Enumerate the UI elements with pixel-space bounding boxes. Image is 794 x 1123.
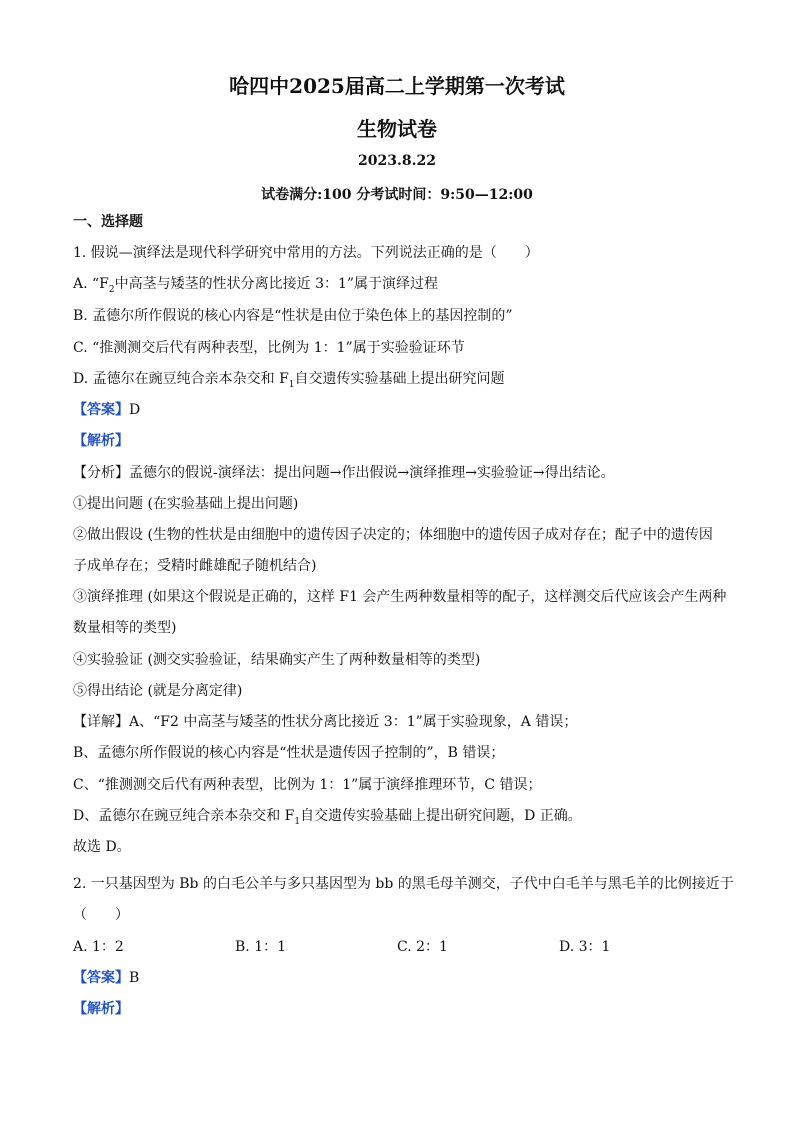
- exam-subtitle: 生物试卷: [357, 117, 437, 141]
- exam-meta: 试卷满分:100 分考试时间：9:50—12:00: [261, 187, 533, 203]
- q1-detail-d: D、孟德尔在豌豆纯合亲本杂交和 $F_1$自交遗传实验基础上提出研究问题，D 正确。: [73, 808, 582, 827]
- q2-answer: 【答案】B: [73, 970, 140, 986]
- q1-stem: 1. 假说—演绎法是现代科学研究中常用的方法。下列说法正确的是（ ）: [73, 245, 539, 261]
- q1-conclusion: 故选 D。: [73, 839, 131, 855]
- q2-analysis-tag: 【解析】: [73, 1001, 129, 1017]
- q1-detail-b: B、孟德尔所作假说的核心内容是“性状是遗传因子控制的”，B 错误；: [73, 745, 505, 761]
- q1-step-3a: ③演绎推理 (如果这个假说是正确的，这样 F1 会产生两种数量相等的配子，这样测交后代应该会产生两种: [73, 589, 727, 605]
- q1-step-2a: ②做出假设 (生物的性状是由细胞中的遗传因子决定的；体细胞中的遗传因子成对存在；配子中的遗传因: [73, 527, 713, 543]
- q1-step-2b: 子成单存在；受精时雌雄配子随机结合): [73, 558, 317, 574]
- q2-option-c: C. 2：1: [397, 939, 448, 955]
- q1-option-b: B. 孟德尔所作假说的核心内容是“性状是由位于染色体上的基因控制的”: [73, 308, 513, 324]
- section-title: 一、选择题: [73, 214, 143, 230]
- q1-analysis-tag: 【解析】: [73, 433, 129, 449]
- q1-fenxi: 【分析】孟德尔的假说-演绎法：提出问题→作出假说→演绎推理→实验验证→得出结论。: [73, 465, 615, 481]
- q1-detail-c: C、“推测测交后代有两种表型，比例为 1：1”属于演绎推理环节，C 错误；: [73, 777, 542, 793]
- q1-answer: 【答案】D: [73, 402, 141, 418]
- q1-step-1: ①提出问题 (在实验基础上提出问题): [73, 496, 299, 512]
- q2-option-d: D. 3：1: [559, 939, 611, 955]
- q1-step-5: ⑤得出结论 (就是分离定律): [73, 683, 243, 699]
- q2-option-b: B. 1：1: [235, 939, 287, 955]
- q2-option-a: A. 1：2: [73, 939, 124, 955]
- q2-stem-bracket: （ ）: [73, 907, 129, 923]
- q1-option-a: A. “$F_2$中高茎与矮茎的性状分离比接近 3：1”属于演绎过程: [73, 276, 439, 295]
- q1-option-c: C. “推测测交后代有两种表型，比例为 1：1”属于实验验证环节: [73, 340, 465, 356]
- q1-detail-a: 【详解】A、“F2 中高茎与矮茎的性状分离比接近 3：1”属于实验现象，A 错误；: [73, 714, 578, 730]
- q1-option-d: D. 孟德尔在豌豆纯合亲本杂交和 $F_1$自交遗传实验基础上提出研究问题: [73, 371, 505, 390]
- q2-options: [73, 937, 721, 957]
- q1-step-3b: 数量相等的类型): [73, 620, 177, 636]
- q1-step-4: ④实验验证 (测交实验验证，结果确实产生了两种数量相等的类型): [73, 652, 481, 668]
- q2-stem: 2. 一只基因型为 Bb 的白毛公羊与多只基因型为 bb 的黑毛母羊测交，子代中白毛羊与黑毛羊的比例接近于: [73, 876, 734, 892]
- exam-date: 2023.8.22: [358, 153, 436, 169]
- exam-title: 哈四中2025届高二上学期第一次考试: [229, 74, 565, 98]
